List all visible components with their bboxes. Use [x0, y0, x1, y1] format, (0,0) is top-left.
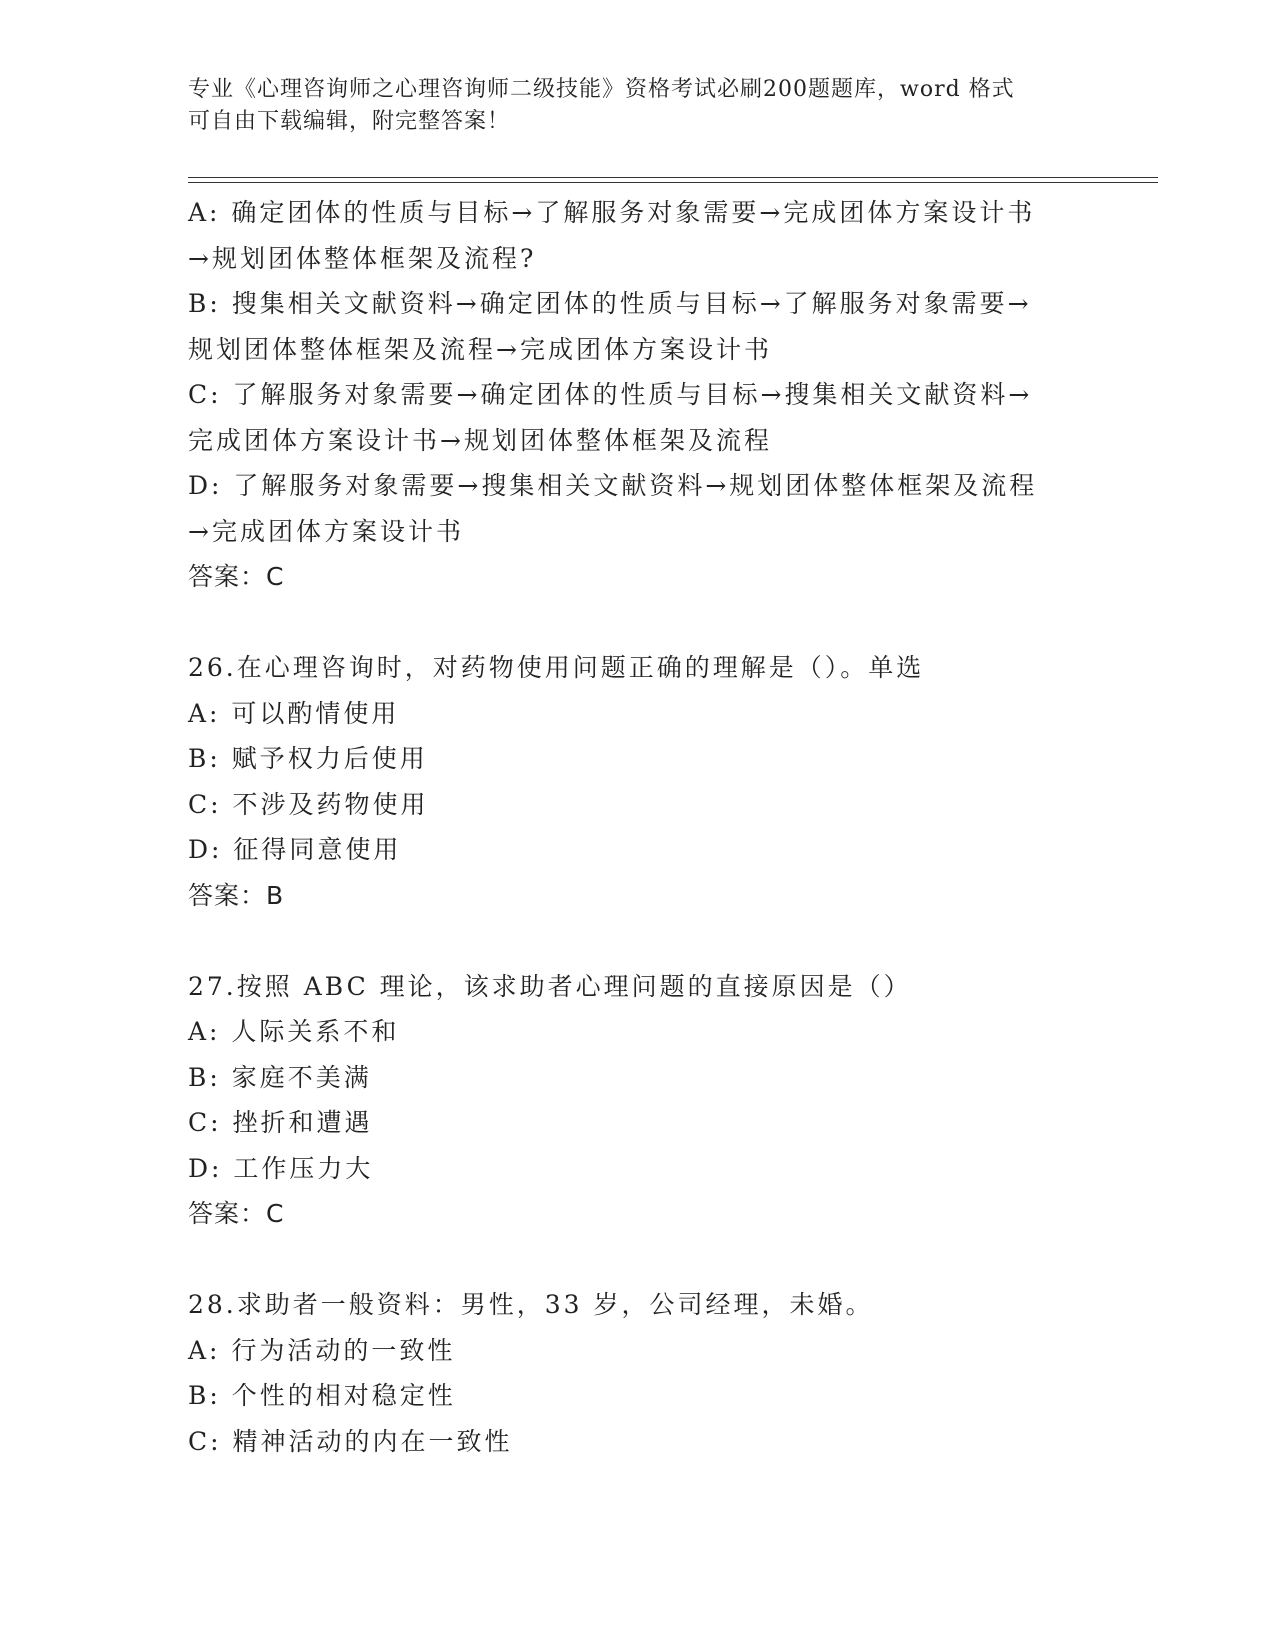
option-b: B: 个性的相对稳定性	[188, 1381, 456, 1410]
answer: 答案：B	[188, 880, 285, 910]
spacer	[188, 600, 1088, 646]
answer: 答案：C	[188, 1199, 285, 1228]
option-a: A: 可以酌情使用	[188, 698, 400, 728]
option-a: A: 人际关系不和	[188, 1017, 400, 1046]
option-b-line-2: 规划团体整体框架及流程→完成团体方案设计书	[188, 334, 772, 364]
question-list	[188, 190, 1088, 1464]
option-b: B: 家庭不美满	[188, 1062, 372, 1092]
option-a-line-1: A: 确定团体的性质与目标→了解服务对象需要→完成团体方案设计书	[188, 198, 1036, 227]
option-b: B: 赋予权力后使用	[188, 744, 428, 773]
option-c-line-1: C: 了解服务对象需要→确定团体的性质与目标→搜集相关文献资料→	[188, 380, 1033, 409]
option-d: D: 征得同意使用	[188, 835, 402, 864]
document-header	[188, 74, 1088, 138]
header-rule-top	[188, 177, 1158, 178]
question-26	[188, 645, 1088, 918]
header-rule-bottom	[188, 182, 1158, 183]
header-line-1: 专业《心理咨询师之心理咨询师二级技能》资格考试必刷200题题库，word 格式	[188, 77, 1015, 102]
option-b-line-1: B: 搜集相关文献资料→确定团体的性质与目标→了解服务对象需要→	[188, 289, 1032, 318]
option-d-line-1: D: 了解服务对象需要→搜集相关文献资料→规划团体整体框架及流程	[188, 471, 1038, 500]
spacer	[188, 918, 1088, 964]
question-25	[188, 190, 1088, 600]
option-d: D: 工作压力大	[188, 1153, 374, 1183]
header-line-2: 可自由下载编辑，附完整答案！	[188, 109, 511, 134]
question-27	[188, 964, 1088, 1237]
spacer	[188, 1237, 1088, 1283]
option-c: C: 精神活动的内在一致性	[188, 1426, 513, 1456]
question-28	[188, 1282, 1088, 1464]
option-c-line-2: 完成团体方案设计书→规划团体整体框架及流程	[188, 425, 772, 455]
option-a-line-2: →规划团体整体框架及流程?	[188, 243, 537, 273]
answer: 答案：C	[188, 562, 285, 591]
question-text: 27.按照 ABC 理论，该求助者心理问题的直接原因是（）	[188, 971, 912, 1001]
question-text: 26.在心理咨询时，对药物使用问题正确的理解是（）。单选	[188, 653, 925, 682]
option-c: C: 挫折和遭遇	[188, 1108, 373, 1137]
option-c: C: 不涉及药物使用	[188, 789, 429, 819]
option-a: A: 行为活动的一致性	[188, 1335, 456, 1365]
option-d-line-2: →完成团体方案设计书	[188, 516, 464, 546]
question-text: 28.求助者一般资料：男性，33 岁，公司经理，未婚。	[188, 1290, 874, 1319]
